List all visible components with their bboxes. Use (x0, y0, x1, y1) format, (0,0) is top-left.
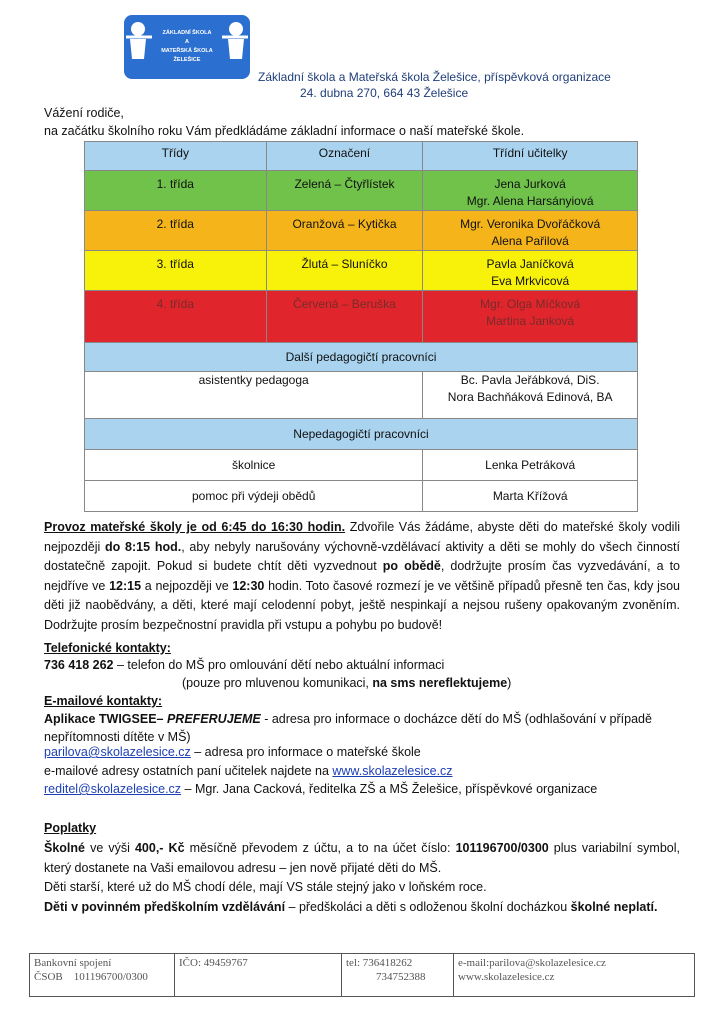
intro-text: na začátku školního roku Vám předkládáme základní informace o naší mateřské škole. (44, 124, 525, 138)
section-row (85, 419, 638, 450)
email-line (44, 764, 453, 778)
text: do 8:15 hod. (105, 539, 182, 554)
text: 400,- Kč (134, 841, 185, 855)
teacher: Martina Janková (486, 314, 575, 328)
text: (pouze pro mluvenou komunikaci, (182, 676, 373, 690)
text: 101196700/0300 (455, 841, 549, 855)
table-row (85, 291, 638, 343)
footer-box (29, 953, 695, 997)
logo-line: ZÁKLADNÍ ŠKOLA (162, 30, 212, 36)
teacher-cell (423, 251, 638, 291)
person-cell (423, 372, 638, 419)
teacher: Mgr. Alena Harsányiová (466, 194, 594, 208)
phone-note (182, 676, 511, 690)
text: www.skolazelesice.cz (458, 971, 555, 983)
text: ve výši (85, 841, 135, 855)
class-name-cell: Žlutá – Sluníčko (266, 251, 423, 291)
text: po obědě (382, 559, 441, 574)
text: školné neplatí. (570, 900, 658, 914)
footer-phone (342, 954, 454, 996)
text: Školné (44, 841, 85, 855)
text: 12:30 (232, 578, 265, 593)
text: PREFERUJEME (166, 712, 261, 726)
teacher: Eva Mrkvicová (491, 274, 570, 288)
greeting: Vážení rodiče, (44, 106, 124, 120)
text: – adresa pro informace o mateřské škole (190, 745, 421, 759)
text: – Mgr. Jana Cacková, ředitelka ZŠ a MŠ Želešice, příspěvkové organizace (181, 782, 598, 796)
logo-line: ŽELEŠICE (173, 57, 201, 63)
text: – předškoláci a děti s odloženou školní docházkou (285, 900, 571, 914)
text: hodin. Toto časové rozmezí je ve většině případů přesně ten čas, kdy jsou děti již naobědvány, a děti, které mají celodenní pobyt, ještě nespinkají a nejsou rušeny opakovaným zvoněním. Dodržujte prosím bezpečnostní pravidla při vstupu a pohybu po budově! (44, 578, 681, 632)
text: – telefon do MŠ pro omlouvání dětí nebo aktuální informaci (113, 658, 445, 672)
table-header: Označení (266, 142, 423, 171)
person: Nora Bachňáková Edinová, BA (447, 390, 613, 404)
web-link[interactable]: www.skolazelesice.cz (332, 764, 453, 778)
table-row (85, 171, 638, 211)
text: tel: 736418262 (346, 957, 413, 969)
operating-hours-title: Provoz mateřské školy je od 6:45 do 16:30 hodin. (44, 520, 346, 534)
role-cell: asistentky pedagoga (85, 372, 423, 419)
role-cell: školnice (85, 450, 423, 481)
fees-paragraph (44, 838, 680, 878)
text: 12:15 (109, 578, 142, 593)
teacher: Jena Jurková (494, 177, 566, 191)
teacher: Mgr. Veronika Dvořáčková (460, 217, 601, 231)
table-header-row (85, 142, 638, 171)
class-cell: 3. třída (85, 251, 267, 291)
text: , dodržujte prosím čas vyzvedávání, a to nejdříve ve (44, 559, 680, 593)
text: a nejpozději ve (141, 578, 233, 593)
role-cell: pomoc při výdeji obědů (85, 481, 423, 512)
table-header: Třídy (85, 142, 267, 171)
logo-line: MATEŘSKÁ ŠKOLA (161, 48, 213, 54)
text: ČSOB 101196700/0300 (34, 971, 148, 983)
class-name-cell: Oranžová – Kytička (266, 211, 423, 251)
text: - adresa pro informace o docházce dětí do MŠ (odhlašování v případě nepřítomnosti dítěte v MŠ) (44, 712, 652, 744)
table-row (85, 450, 638, 481)
footer-ico (175, 954, 342, 996)
text: – (156, 712, 167, 726)
class-cell: 4. třída (85, 291, 267, 343)
twigsee-line (44, 710, 680, 746)
fees-title: Poplatky (44, 821, 97, 835)
email-title: E-mailové kontakty: (44, 694, 163, 708)
class-name-cell: Zelená – Čtyřlístek (266, 171, 423, 211)
email-line (44, 745, 421, 759)
text: ) (507, 676, 512, 690)
phone-line (44, 658, 444, 672)
table-row (85, 211, 638, 251)
class-cell: 1. třída (85, 171, 267, 211)
class-cell: 2. třída (85, 211, 267, 251)
text: e-mailové adresy ostatních paní učitelek najdete na (44, 764, 333, 778)
text: plus variabilní symbol, který dostanete na Vaši emailovou adresu – jen nově přijaté děti do MŠ. (44, 841, 680, 875)
teacher-cell (423, 211, 638, 251)
text: e-mail:parilova@skolazelesice.cz (458, 957, 606, 969)
section-title: Nepedagogičtí pracovníci (85, 419, 638, 450)
text: , aby nebyly narušovány výchovně-vzdělávací aktivity a děti se mohly do všech činností dostatečně zapojit. Pokud si budete chtít děti vyzvednout (44, 539, 681, 574)
phone-number[interactable]: 736 418 262 (44, 658, 114, 672)
logo-line: A (185, 39, 189, 45)
email-link[interactable]: reditel@skolazelesice.cz (44, 782, 182, 796)
section-row (85, 343, 638, 372)
email-link[interactable]: parilova@skolazelesice.cz (44, 745, 191, 759)
class-name-cell: Červená – Beruška (266, 291, 423, 343)
table-row (85, 251, 638, 291)
org-name: Základní škola a Mateřská škola Želešice, příspěvková organizace (258, 70, 611, 84)
teacher: Mgr. Olga Míčková (480, 297, 581, 311)
teacher: Alena Pařilová (491, 234, 569, 248)
text: IČO: 49459767 (179, 957, 248, 969)
person-cell: Lenka Petráková (423, 450, 638, 481)
text: Aplikace TWIGSEE (44, 712, 157, 726)
person-cell: Marta Křížová (423, 481, 638, 512)
school-logo (124, 15, 250, 79)
email-line (44, 782, 597, 796)
footer-contact (454, 954, 694, 996)
phone-title: Telefonické kontakty: (44, 641, 171, 655)
fees-line (44, 900, 658, 914)
text: na sms nereflektujeme (372, 676, 508, 690)
text: měsíčně převodem z účtu, a to na účet číslo: (184, 841, 456, 855)
operating-hours-paragraph (44, 518, 680, 636)
table-header: Třídní učitelky (423, 142, 638, 171)
teacher: Pavla Janíčková (486, 257, 574, 271)
org-address: 24. dubna 270, 664 43 Želešice (300, 86, 469, 100)
text: Zdvořile Vás žádáme, abyste děti do mateřské školy vodili nejpozději (44, 520, 680, 554)
class-table (84, 141, 638, 512)
section-title: Další pedagogičtí pracovníci (85, 343, 638, 372)
fees-line: Děti starší, které už do MŠ chodí déle, mají VS stále stejný jako v loňském roce. (44, 880, 487, 894)
text: Děti v povinném předškolním vzdělávání (44, 900, 286, 914)
text: Bankovní spojení (34, 957, 112, 969)
table-row (85, 372, 638, 419)
person: Bc. Pavla Jeřábková, DiS. (460, 373, 600, 387)
teacher-cell (423, 171, 638, 211)
text: 734752388 (376, 971, 426, 983)
teacher-cell (423, 291, 638, 343)
table-row (85, 481, 638, 512)
footer-bank (30, 954, 175, 996)
